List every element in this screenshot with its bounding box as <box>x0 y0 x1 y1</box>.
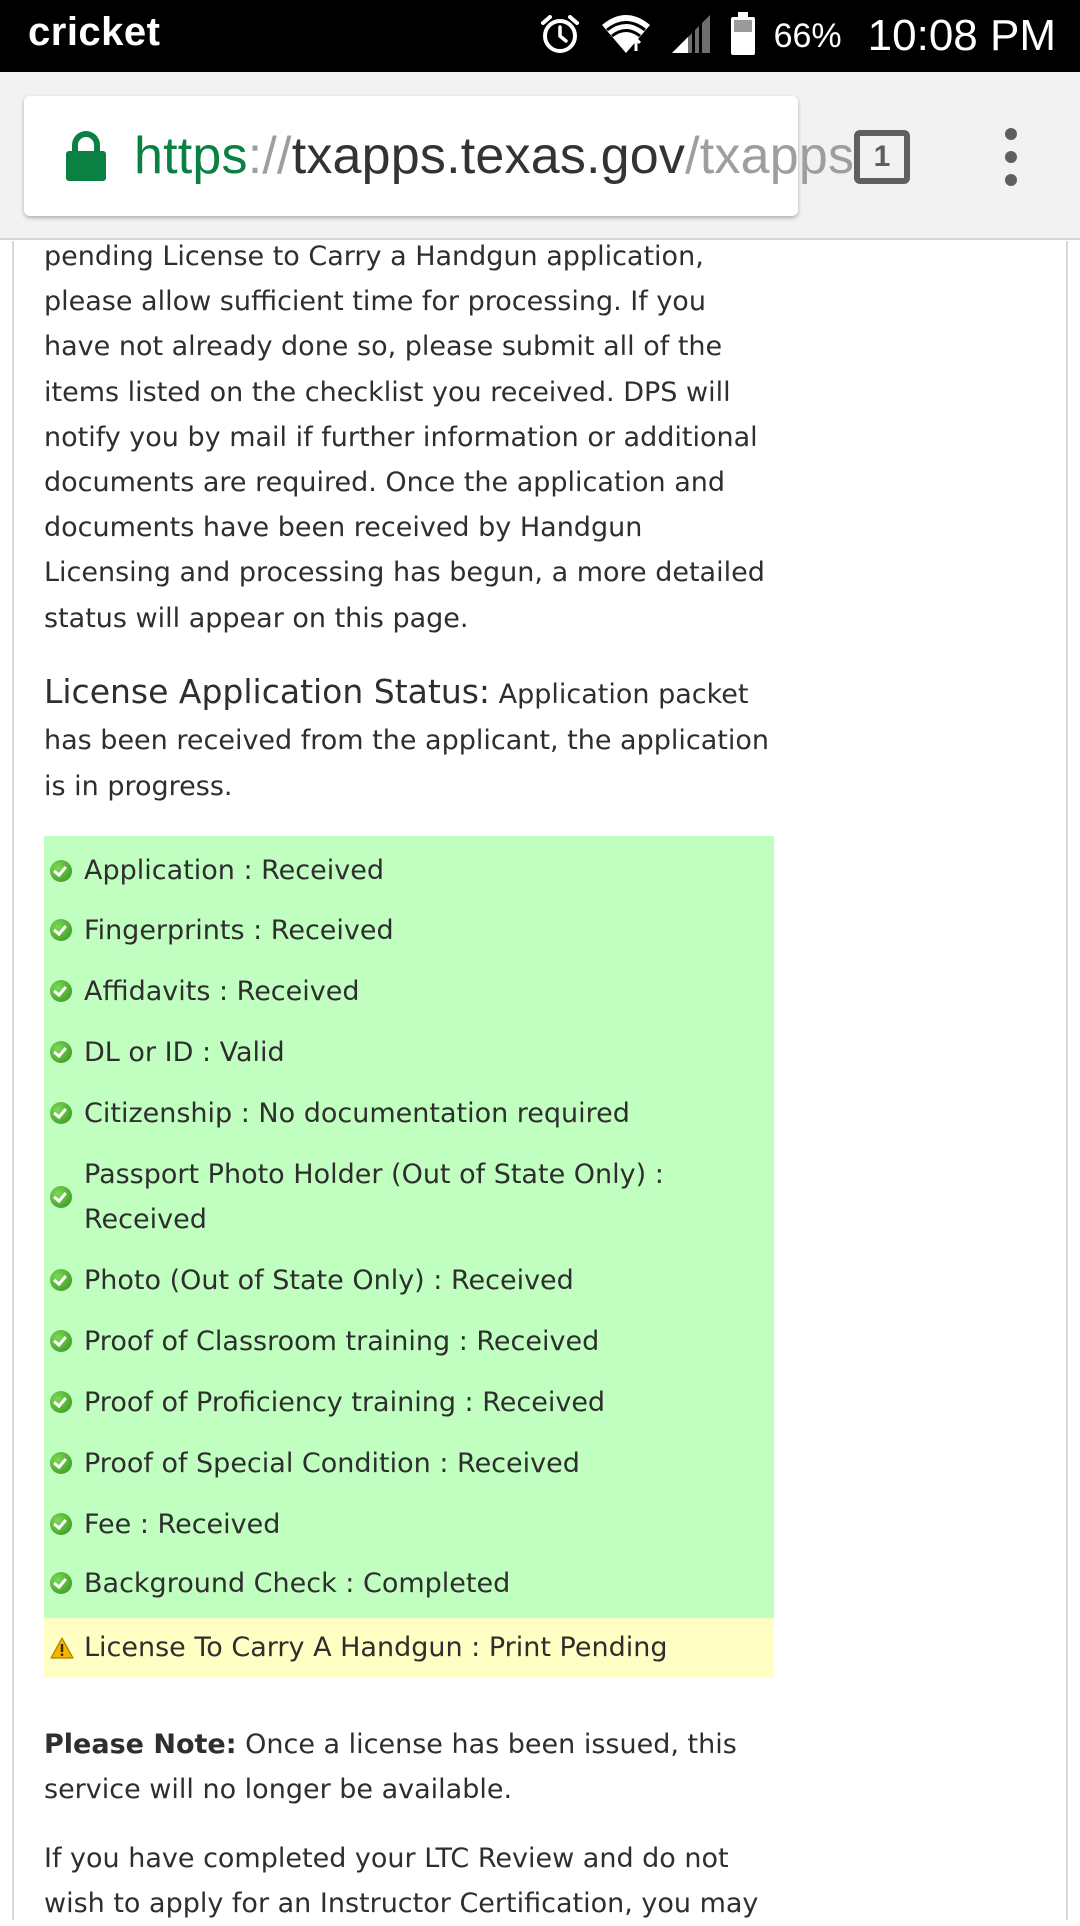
tab-switcher-button[interactable]: 1 <box>854 130 910 184</box>
ltc-review-paragraph: If you have completed your LTC Review and do not wish to apply for an Instructor Certification, you may <box>44 1842 759 1919</box>
status-bar <box>0 0 1080 72</box>
check-circle-icon <box>50 1041 72 1063</box>
url-path: /txapps <box>685 127 855 185</box>
alarm-icon <box>538 12 582 61</box>
checklist-item-text: Affidavits : Received <box>84 975 360 1007</box>
url-text[interactable] <box>134 126 854 186</box>
checklist-item-text: Proof of Proficiency training : Received <box>84 1386 606 1418</box>
checklist-item <box>44 900 774 961</box>
check-circle-icon <box>50 1452 72 1474</box>
battery-percentage: 66% <box>773 16 842 55</box>
url-host: txapps.texas.gov <box>291 127 686 185</box>
checklist-item-pending <box>44 1618 774 1678</box>
checklist-item-text: License To Carry A Handgun : Print Pending <box>84 1632 668 1664</box>
clock: 10:08 PM <box>867 11 1056 60</box>
url-separator: :// <box>247 127 292 185</box>
url-scheme: https <box>134 127 248 185</box>
menu-dot-icon <box>1005 151 1017 163</box>
checklist-item-text: Proof of Classroom training : Received <box>84 1325 600 1357</box>
checklist-item <box>44 1433 774 1494</box>
check-circle-icon <box>50 1572 72 1594</box>
check-circle-icon <box>50 1186 72 1208</box>
checklist-item <box>44 836 774 900</box>
check-circle-icon <box>50 1513 72 1535</box>
check-circle-icon <box>50 1269 72 1291</box>
checklist-item <box>44 1372 774 1433</box>
browser-toolbar <box>0 72 1080 240</box>
status-checklist <box>44 836 774 1678</box>
lock-icon[interactable] <box>66 131 106 181</box>
checklist-item-text: Fingerprints : Received <box>84 914 394 946</box>
checklist-item <box>44 1022 774 1083</box>
status-icons <box>520 8 1056 64</box>
menu-dot-icon <box>1005 128 1017 140</box>
checklist-item-text: Passport Photo Holder (Out of State Only) : Received <box>84 1158 664 1235</box>
check-circle-icon <box>50 919 72 941</box>
cell-signal-icon <box>670 13 712 60</box>
check-circle-icon <box>50 980 72 1002</box>
carrier-name: cricket <box>28 10 161 54</box>
checklist-item-text: Application : Received <box>84 855 384 887</box>
warning-triangle-icon <box>50 1637 74 1659</box>
please-note-paragraph <box>44 1722 774 1812</box>
page-content <box>44 241 774 1926</box>
checklist-item-text: Proof of Special Condition : Received <box>84 1447 580 1479</box>
check-circle-icon <box>50 1102 72 1124</box>
checklist-item <box>44 961 774 1022</box>
note-label: Please Note: <box>44 1728 237 1760</box>
checklist-item <box>44 1083 774 1144</box>
status-label: License Application Status: <box>44 671 491 711</box>
checklist-item-text: DL or ID : Valid <box>84 1036 285 1068</box>
wifi-icon <box>600 13 652 60</box>
checklist-item <box>44 1144 774 1250</box>
note-text: Once a license has been issued, this service will no longer be available. <box>44 1728 737 1805</box>
checklist-item-text: Photo (Out of State Only) : Received <box>84 1264 574 1296</box>
checklist-item-text: Background Check : Completed <box>84 1567 511 1599</box>
address-bar[interactable] <box>24 96 855 216</box>
check-circle-icon <box>50 1330 72 1352</box>
intro-paragraph: pending License to Carry a Handgun application, please allow sufficient time for processing. If you have not already done so, please submit all of the items listed on the checklist you received. DPS will notify you by mail if further information or additional documents are required. Once the application and documents have been received by Handgun Licensing and processing has begun, a more detailed status will appear on this page. <box>44 241 765 634</box>
battery-icon <box>730 12 756 61</box>
checklist-item <box>44 1311 774 1372</box>
checklist-item <box>44 1250 774 1311</box>
status-value: Application packet has been received from the applicant, the application is in progress. <box>44 678 769 802</box>
license-application-status <box>44 669 774 810</box>
check-circle-icon <box>50 860 72 882</box>
checklist-item-text: Fee : Received <box>84 1508 281 1540</box>
check-circle-icon <box>50 1391 72 1413</box>
menu-dot-icon <box>1005 174 1017 186</box>
overflow-menu-button[interactable] <box>996 128 1026 186</box>
web-page <box>12 241 1068 1920</box>
checklist-item-text: Citizenship : No documentation required <box>84 1097 630 1129</box>
checklist-item <box>44 1494 774 1555</box>
checklist-item <box>44 1555 774 1618</box>
